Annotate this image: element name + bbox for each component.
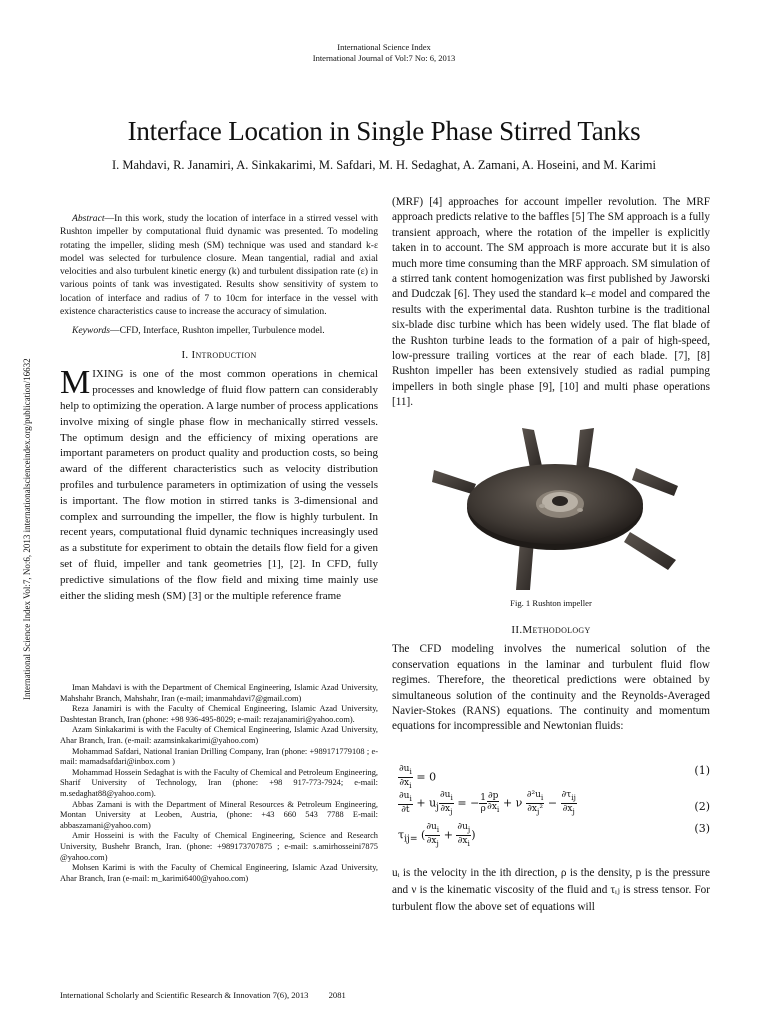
equation-3: $\tau_{ij=}$ ( $\frac{\partial u_i}{\partial x_j}$ + $\frac{\partial u_j}{\partial x_i}$ ) (3): [398, 822, 710, 848]
equation-number: (3): [694, 822, 710, 835]
abstract-text: —In this work, study the location of interface in a stirred vessel with Rushton impeller by computational fluid dynamic was presented. To modeling rotating the impeller, sliding mesh (SM) technique was used and standard k-ε model was selected for turbulence closure. Mean tangential, radial and axial velocities and also turbulent kinetic energy (k) and turbulent dissipation rate (ε) in various points of tank was investigated. Results show sensitivity of system to location of interface and radius of 7 to 10cm for interface in the vessel with existence characteristics cause to increase the accuracy of simulation.: [60, 213, 378, 318]
keywords: [60, 324, 378, 337]
equation-number: (2): [694, 800, 710, 813]
header-line-2: International Journal of Vol:7 No: 6, 2013: [312, 53, 456, 63]
header-line-1: International Science Index: [337, 42, 431, 52]
keywords-label: Keywords: [72, 325, 111, 337]
equation-2: $\frac{\partial u_i}{\partial t}$ + $u_j$ $\frac{\partial u_i}{\partial x_j}$ = − $\frac{1}{\rho}$ $\frac{\partial p}{\partial x_i}$ + ν $\frac{\partial^2u_i}{\partial x_j^2}$ − $\frac{\partial\tau_{ij}}{\partial x_j}$ (2): [399, 790, 710, 816]
equation-1: $\frac{\partial u_i}{\partial x_i}$ = 0 (1): [399, 764, 710, 790]
journal-header: [0, 42, 768, 64]
author-footnotes: [60, 683, 378, 884]
sidebar-citation: International Science Index Vol:7, No:6, 2013 internationalscienceindex.org/publication/16632: [22, 358, 32, 700]
footnote: Abbas Zamani is with the Department of Mineral Resources & Petroleum Engineering, Montan University at Leoben, Austria, (phone: +43 660 543 7788 E-mail: abbaszamani@yahoo.com): [60, 799, 378, 830]
section-heading-introduction: I. Introduction: [181, 348, 257, 361]
footnote: Iman Mahdavi is with the Department of Chemical Engineering, Islamic Azad University, Mahshahr Branch, Mahshahr, Iran (e-mail; imanmahdavi7@gmail.com): [60, 683, 378, 703]
rushton-impeller-figure: [430, 428, 680, 590]
right-column-text: (MRF) [4] approaches for account impeller revolution. The MRF approach predicts relative to the baffles [5] The SM approach is a fully transient approach, where the rotation of the impeller is explicitly taken in to account. The SM approach is more accurate but it is also much more time consuming than the MRF approach. SM simulation of a stirred tank content homogenization was first published by Jaworski and Dudczak [6]. They used the standard k–ε model and compared the results with the experimental data. Rushton turbine is the traditional six-blade disc turbine which has been widely used. The flat blade of the Rushton turbine leads to the formation of a pair of high-speed, low-pressure trailing vortices at the rear of each blade. [7], [8] Rushton impeller has been extensively studied as radial pumping impellers in both single phase [9], [10] and multi phase operations [11].: [392, 196, 710, 409]
footnote: Mohammad Hossein Sedaghat is with the Faculty of Chemical and Petroleum Engineering, Sharif University of Technology, Iran (phone: +98 917-773-7924; e-mail: m.sedaghat88@yahoo.com).: [60, 767, 378, 798]
page-footer: [60, 990, 346, 1000]
introduction-text: IXING is one of the most common operations in chemical processes and knowledge of fluid flow pattern can considerably help to optimizing the operation. A large number of process applications involve mixing of single phase flow in mechanically stirred vessels. The optimum design and the efficiency of mixing operations are important parameters on product quality and production costs, so being award of the different characteristics such as velocity distribution profiles and turbulence parameters in optimization of using the vessels is important. The flow motion in stirred tanks is 3-dimensional and complex and surrounding the impeller, the flow is highly turbulent. In recent years, computational fluid dynamic techniques increasingly used as a substitute for experiment to obtain the details flow field for a given set of fluid, impeller and tank geometries [1], [2]. In CFD, fully predictive simulations of the flow field and mixing time mainly use either the sliding mesh (SM) [3] or the multiple reference frame: [60, 368, 378, 602]
page-number: 2081: [328, 990, 346, 1000]
footnote: Amir Hosseini is with the Faculty of Chemical Engineering, Science and Research University, Bushehr Branch, Iran. (phone: +989173707875 ; e-mail: s.amirhosseini7875 @yahoo.com): [60, 831, 378, 862]
footnote: Reza Janamiri is with the Faculty of Chemical Engineering, Islamic Azad University, Dashtestan Branch, Iran (phone: +98 936-495-8029; e-mail: rezajanamiri@yahoo.com).: [60, 704, 378, 724]
footer-journal: International Scholarly and Scientific Research & Innovation 7(6), 2013: [60, 990, 309, 1000]
abstract-label: Abstract: [72, 213, 105, 224]
section-heading-methodology: II.Methodology: [511, 624, 591, 636]
footnote: Mohammad Safdari, National Iranian Drilling Company, Iran (phone: +989171779108 ; e-mail: mamadsafdari@inbox.com ): [60, 746, 378, 767]
equation-number: (1): [694, 764, 710, 777]
footnote: Azam Sinkakarimi is with the Faculty of Chemical Engineering, Islamic Azad University, Ahar Branch, Iran. (e-mail: azamsinkakarimi@yahoo.com): [60, 725, 378, 745]
author-list: I. Mahdavi, R. Janamiri, A. Sinkakarimi, M. Safdari, M. H. Sedaghat, A. Zamani, A. Hoseini, and M. Karimi: [111, 158, 657, 172]
keywords-text: —CFD, Interface, Rushton impeller, Turbulence model.: [110, 325, 325, 337]
methodology-text: The CFD modeling involves the numerical solution of the conservation equations in the laminar and turbulent fluid flow regimes. Therefore, the theoretical predictions were obtained by simultaneous solution of the continuity and the Reynolds-Averaged Navier-Stokes (RANS) equations. The continuity and momentum equations for incompressible and Newtonian fluids:: [392, 643, 710, 733]
methodology-section: [392, 623, 710, 735]
abstract: [60, 212, 378, 318]
dropcap: M: [60, 364, 91, 402]
left-column: [60, 212, 378, 604]
introduction-paragraph: [60, 364, 378, 604]
figure-caption: Fig. 1 Rushton impeller: [510, 598, 592, 608]
footnote: Mohsen Karimi is with the Faculty of Chemical Engineering, Islamic Azad University, Ahar Branch, Iran (e-mail: m_karimi6400@yahoo.com): [60, 863, 378, 883]
equations-explanation: uᵢ is the velocity in the ith direction, ρ is the density, p is the pressure and ν is the kinematic viscosity of the fluid and τᵢⱼ is stress tensor. For turbulent flow the above set of equations will: [392, 867, 710, 913]
paper-title: Interface Location in Single Phase Stirred Tanks: [127, 116, 641, 146]
